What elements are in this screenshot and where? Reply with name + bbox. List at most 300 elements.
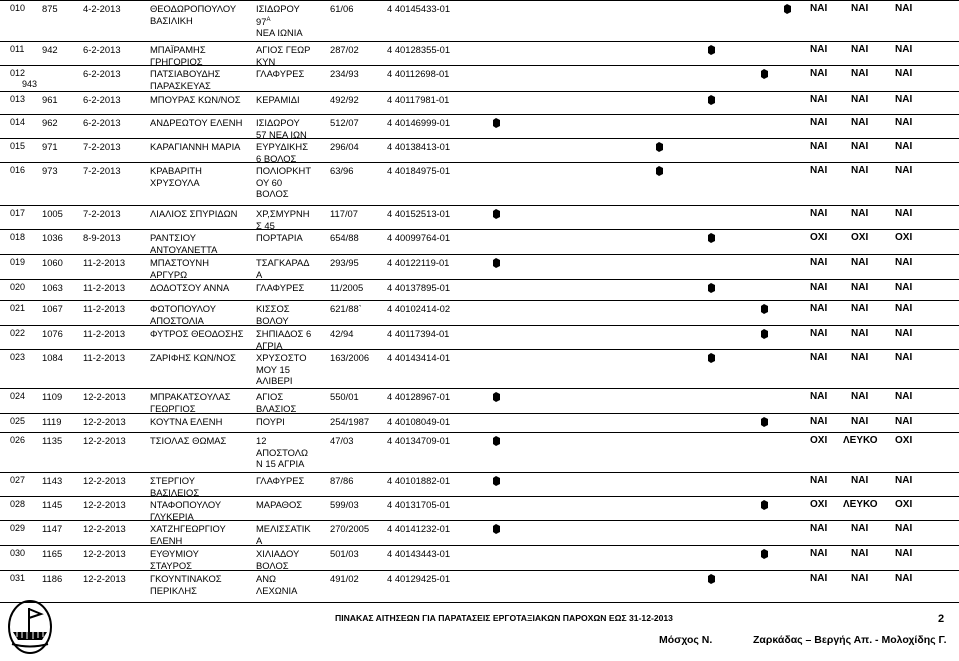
supply-number: 4 40128967-01 bbox=[387, 391, 451, 402]
supply-number: 4 40143443-01 bbox=[387, 548, 451, 559]
protocol-number: 1060 bbox=[42, 257, 63, 268]
address-text: ΠΟΛΙΟΡΚΗΤ bbox=[256, 165, 312, 176]
applicant-name-line: ΘΕΟΔΩΡΟΠΟΥΛΟΥ bbox=[150, 3, 237, 14]
bullet-marker-icon bbox=[760, 417, 769, 427]
address-text: ΓΛΑΦΥΡΕΣ bbox=[256, 475, 305, 486]
applicant-name bbox=[150, 328, 243, 340]
vote-1: ΟΧΙ bbox=[810, 435, 828, 446]
address-text: ΙΣΙΔΩΡΟΥ bbox=[256, 117, 300, 128]
row-number: 028 bbox=[10, 499, 26, 509]
address-line bbox=[256, 3, 303, 15]
meter-number: 163/2006 bbox=[330, 352, 370, 363]
vote-3: ΝΑΙ bbox=[895, 523, 913, 534]
vote-2: ΝΑΙ bbox=[851, 548, 869, 559]
table-row bbox=[0, 545, 959, 570]
applicant-name-line: ΛΙΑΛΙΟΣ ΣΠΥΡΙΔΩΝ bbox=[150, 208, 238, 219]
bullet-marker-icon bbox=[492, 476, 501, 486]
address-line bbox=[256, 447, 308, 459]
meter-number: 270/2005 bbox=[330, 523, 370, 534]
address-text: ΒΟΛΟΣ bbox=[256, 188, 289, 200]
applicant-name-line: ΝΤΑΦΟΠΟΥΛΟΥ bbox=[150, 499, 222, 510]
address-text: ΒΟΛΟΣ bbox=[256, 559, 289, 571]
address-line bbox=[256, 257, 310, 269]
protocol-number: 1119 bbox=[42, 416, 62, 427]
address-line bbox=[256, 117, 307, 129]
vote-1: ΝΑΙ bbox=[810, 573, 828, 584]
vote-2: ΝΑΙ bbox=[851, 141, 869, 152]
address-text: ΑΓΙΟΣ bbox=[256, 391, 284, 402]
address-line bbox=[256, 458, 308, 470]
vote-3: ΝΑΙ bbox=[895, 416, 913, 427]
meter-number: 599/03 bbox=[330, 499, 359, 510]
applicant-name-line: ΓΡΗΓΟΡΙΟΣ bbox=[150, 55, 203, 67]
address-text: Α bbox=[256, 268, 263, 280]
vote-1: ΝΑΙ bbox=[810, 68, 828, 79]
address bbox=[256, 44, 310, 67]
meter-number: 87/86 bbox=[330, 475, 354, 486]
vote-2: ΟΧΙ bbox=[851, 232, 869, 243]
address-text: ΒΟΛΟΥ bbox=[256, 314, 289, 326]
address-text: ΠΟΡΤΑΡΙΑ bbox=[256, 232, 303, 243]
table-row bbox=[0, 0, 959, 41]
address-line bbox=[256, 188, 311, 200]
bullet-marker-icon bbox=[492, 258, 501, 268]
vote-2: ΝΑΙ bbox=[851, 94, 869, 105]
supply-number: 4 40131705-01 bbox=[387, 499, 451, 510]
applicant-name bbox=[150, 94, 241, 106]
application-date: 7-2-2013 bbox=[83, 208, 121, 219]
vote-3: ΝΑΙ bbox=[895, 3, 913, 14]
application-date: 12-2-2013 bbox=[83, 548, 126, 559]
application-date: 12-2-2013 bbox=[83, 523, 126, 534]
vote-1: ΟΧΙ bbox=[810, 499, 828, 510]
vote-3: ΝΑΙ bbox=[895, 68, 913, 79]
bullet-marker-icon bbox=[492, 392, 501, 402]
application-date: 11-2-2013 bbox=[83, 303, 126, 314]
meter-number: 492/92 bbox=[330, 94, 359, 105]
applicant-name-line: ΜΠΑΣΤΟΥΝΗ bbox=[150, 257, 209, 268]
vote-2: ΝΑΙ bbox=[851, 282, 869, 293]
address-line bbox=[256, 523, 311, 535]
meter-number: 254/1987 bbox=[330, 416, 370, 427]
address bbox=[256, 573, 297, 596]
applicant-name bbox=[150, 282, 229, 294]
protocol-number: 1145 bbox=[42, 499, 63, 510]
address bbox=[256, 94, 300, 106]
address-text: ΧΡ,ΣΜΥΡΝΗ bbox=[256, 208, 310, 219]
applicant-name bbox=[150, 208, 237, 220]
vote-1: ΝΑΙ bbox=[810, 94, 828, 105]
bullet-marker-icon bbox=[707, 45, 716, 55]
address bbox=[256, 165, 311, 200]
address-line bbox=[256, 232, 303, 244]
vote-2: ΛΕΥΚΟ bbox=[843, 435, 878, 446]
applicant-name-line: ΠΑΤΣΙΑΒΟΥΔΗΣ bbox=[150, 68, 221, 79]
vote-2: ΝΑΙ bbox=[851, 391, 869, 402]
row-number: 026 bbox=[10, 435, 26, 445]
applicant-name-line: ΑΡΓΥΡΩ bbox=[150, 268, 188, 280]
address-line bbox=[256, 475, 304, 487]
page-number: 2 bbox=[938, 613, 945, 625]
row-number: 014 bbox=[10, 117, 26, 127]
table-row bbox=[0, 432, 959, 472]
row-number: 016 bbox=[10, 165, 26, 175]
address-text: ΒΛΑΣΙΟΣ bbox=[256, 402, 297, 414]
address-line bbox=[256, 585, 297, 597]
address-line bbox=[256, 68, 304, 80]
meter-number: 293/95 bbox=[330, 257, 359, 268]
address-text: 6 ΒΟΛΟΣ bbox=[256, 152, 297, 164]
meter-number: 234/93 bbox=[330, 68, 359, 79]
application-date: 11-2-2013 bbox=[83, 282, 126, 293]
address bbox=[256, 68, 304, 80]
address bbox=[256, 475, 304, 487]
address-text: Α bbox=[256, 534, 263, 546]
bullet-marker-icon bbox=[492, 209, 501, 219]
applicant-name-line: ΧΡΥΣΟΥΛΑ bbox=[150, 176, 200, 188]
address-superscript: Α bbox=[266, 16, 271, 23]
supply-number: 4 40145433-01 bbox=[387, 3, 451, 14]
signer-name-1: Μόσχος Ν. bbox=[659, 634, 713, 646]
address-text: ΚΥΝ bbox=[256, 55, 276, 67]
address-text: 97 bbox=[256, 15, 267, 27]
vote-2: ΝΑΙ bbox=[851, 68, 869, 79]
application-date: 12-2-2013 bbox=[83, 573, 126, 584]
vote-1: ΝΑΙ bbox=[810, 44, 828, 55]
application-date: 7-2-2013 bbox=[83, 165, 121, 176]
protocol-number: 1135 bbox=[42, 435, 63, 446]
meter-number: 654/88 bbox=[330, 232, 359, 243]
applicant-name-line: ΤΣΙΟΛΑΣ ΘΩΜΑΣ bbox=[150, 435, 227, 446]
protocol-number: 961 bbox=[42, 94, 58, 105]
vote-1: ΝΑΙ bbox=[810, 391, 828, 402]
table-row bbox=[0, 279, 959, 299]
address-line bbox=[256, 352, 307, 364]
vote-2: ΝΑΙ bbox=[851, 165, 869, 176]
vote-2: ΝΑΙ bbox=[851, 208, 869, 219]
meter-number: 11/2005 bbox=[330, 282, 364, 293]
protocol-number: 942 bbox=[42, 44, 58, 55]
table-row bbox=[0, 41, 959, 65]
vote-3: ΝΑΙ bbox=[895, 117, 913, 128]
applicant-name bbox=[150, 475, 199, 498]
address-text: ΛΕΧΩΝΙΑ bbox=[256, 584, 298, 596]
address-text: ΧΙΛΙΑΔΟΥ bbox=[256, 548, 300, 559]
vote-1: ΝΑΙ bbox=[810, 548, 828, 559]
applicant-name-line: ΜΠΡΑΚΑΤΣΟΥΛΑΣ bbox=[150, 391, 231, 402]
supply-number: 4 40129425-01 bbox=[387, 573, 451, 584]
applicant-name-line: ΦΩΤΟΠΟΥΛΟΥ bbox=[150, 303, 216, 314]
meter-number: 491/02 bbox=[330, 573, 359, 584]
address-text: ΓΛΑΦΥΡΕΣ bbox=[256, 68, 305, 79]
applicant-name-line: ΓΛΥΚΕΡΙΑ bbox=[150, 510, 194, 522]
vote-3: ΝΑΙ bbox=[895, 282, 913, 293]
application-date: 4-2-2013 bbox=[83, 3, 121, 14]
vote-1: ΝΑΙ bbox=[810, 523, 828, 534]
address-line bbox=[256, 177, 311, 189]
address bbox=[256, 435, 308, 470]
table-row bbox=[0, 520, 959, 545]
table-row bbox=[0, 413, 959, 431]
vote-3: ΝΑΙ bbox=[895, 328, 913, 339]
vote-2: ΝΑΙ bbox=[851, 523, 869, 534]
applicant-name bbox=[150, 548, 199, 571]
address-line bbox=[256, 141, 308, 153]
table-caption: ΠΙΝΑΚΑΣ ΑΙΤΗΣΕΩΝ ΓΙΑ ΠΑΡΑΤΑΣΕΙΣ ΕΡΓΟΤΑΞΙΑΚΩΝ ΠΑΡΟΧΩΝ ΕΩΣ 31-12-2013 bbox=[335, 613, 673, 623]
applicant-name-line: ΚΟΥΤΝΑ ΕΛΕΝΗ bbox=[150, 416, 223, 427]
vote-1: ΝΑΙ bbox=[810, 282, 828, 293]
address bbox=[256, 257, 310, 280]
table-row bbox=[0, 205, 959, 229]
address-text: ΑΝΩ bbox=[256, 573, 277, 584]
application-date: 11-2-2013 bbox=[83, 328, 126, 339]
address-line bbox=[256, 94, 300, 106]
table-row bbox=[0, 162, 959, 205]
application-date: 8-9-2013 bbox=[83, 232, 121, 243]
vote-2: ΛΕΥΚΟ bbox=[843, 499, 878, 510]
bullet-marker-icon bbox=[707, 233, 716, 243]
address-text: Ν 15 ΑΓΡΙΑ bbox=[256, 458, 305, 470]
bullet-marker-icon bbox=[655, 142, 664, 152]
protocol-number: 1063 bbox=[42, 282, 63, 293]
bullet-marker-icon bbox=[760, 69, 769, 79]
address-line bbox=[256, 282, 304, 294]
protocol-number: 1143 bbox=[42, 475, 63, 486]
vote-3: ΟΧΙ bbox=[895, 499, 913, 510]
application-date: 6-2-2013 bbox=[83, 117, 121, 128]
applicant-name-line: ΑΝΔΡΕΩΤΟΥ ΕΛΕΝΗ bbox=[150, 117, 243, 128]
address bbox=[256, 391, 296, 414]
applicant-name-line: ΕΛΕΝΗ bbox=[150, 534, 183, 546]
applicant-name-line: ΒΑΣΙΛΙΚΗ bbox=[150, 14, 193, 26]
meter-number: 512/07 bbox=[330, 117, 359, 128]
logo-ship-icon bbox=[8, 596, 52, 654]
row-number: 031 bbox=[10, 573, 26, 583]
supply-number: 4 40117394-01 bbox=[387, 328, 450, 339]
address bbox=[256, 208, 310, 231]
bullet-marker-icon bbox=[760, 304, 769, 314]
address-text: ΕΥΡΥΔΙΚΗΣ bbox=[256, 141, 309, 152]
vote-2: ΝΑΙ bbox=[851, 117, 869, 128]
row-number: 025 bbox=[10, 416, 26, 426]
row-number: 017 bbox=[10, 208, 26, 218]
supply-number: 4 40112698-01 bbox=[387, 68, 450, 79]
protocol-number: 1005 bbox=[42, 208, 63, 219]
protocol-number: 1076 bbox=[42, 328, 63, 339]
supply-number: 4 40152513-01 bbox=[387, 208, 451, 219]
applicant-name-line: ΜΠΑΪΡΑΜΗΣ bbox=[150, 44, 206, 55]
row-number: 029 bbox=[10, 523, 26, 533]
vote-1: ΝΑΙ bbox=[810, 165, 828, 176]
supply-number: 4 40141232-01 bbox=[387, 523, 451, 534]
protocol-number: 971 bbox=[42, 141, 58, 152]
table-row bbox=[0, 325, 959, 349]
vote-2: ΝΑΙ bbox=[851, 475, 869, 486]
address-text: ΓΛΑΦΥΡΕΣ bbox=[256, 282, 305, 293]
bullet-marker-icon bbox=[707, 283, 716, 293]
applicant-name bbox=[150, 573, 222, 596]
applicant-name bbox=[150, 499, 221, 522]
table-row bbox=[0, 254, 959, 279]
vote-3: ΟΧΙ bbox=[895, 435, 913, 446]
address-line bbox=[256, 165, 311, 177]
table-row bbox=[0, 349, 959, 388]
meter-number: 550/01 bbox=[330, 391, 359, 402]
application-date: 11-2-2013 bbox=[83, 257, 126, 268]
applicant-name-line: ΒΑΣΙΛΕΙΟΣ bbox=[150, 486, 200, 498]
address-line bbox=[256, 499, 302, 511]
applicant-name-line: ΓΚΟΥΝΤΙΝΑΚΟΣ bbox=[150, 573, 222, 584]
vote-3: ΝΑΙ bbox=[895, 573, 913, 584]
vote-1: ΝΑΙ bbox=[810, 352, 828, 363]
bullet-marker-icon bbox=[760, 500, 769, 510]
address-text: ΑΓΙΟΣ ΓΕΩΡ bbox=[256, 44, 311, 55]
address-line bbox=[256, 15, 303, 28]
address-text: ΟΥ 60 bbox=[256, 176, 283, 188]
row-number: 013 bbox=[10, 94, 26, 104]
application-date: 12-2-2013 bbox=[83, 391, 126, 402]
address-line bbox=[256, 375, 307, 387]
vote-3: ΝΑΙ bbox=[895, 44, 913, 55]
applicant-name bbox=[150, 391, 231, 414]
row-number: 018 bbox=[10, 232, 26, 242]
protocol-number: 973 bbox=[42, 165, 58, 176]
vote-1: ΝΑΙ bbox=[810, 303, 828, 314]
applicant-name bbox=[150, 435, 226, 447]
applicant-name bbox=[150, 117, 242, 129]
applicant-name bbox=[150, 232, 217, 255]
row-number: 015 bbox=[10, 141, 26, 151]
protocol-number: 875 bbox=[42, 3, 58, 14]
address-line bbox=[256, 416, 285, 428]
address-line bbox=[256, 328, 311, 340]
address bbox=[256, 548, 299, 571]
supply-number: 4 40108049-01 bbox=[387, 416, 451, 427]
address-text: ΜΑΡΑΘΟΣ bbox=[256, 499, 303, 510]
bullet-marker-icon bbox=[707, 574, 716, 584]
meter-number: 621/88` bbox=[330, 303, 362, 314]
supply-number: 4 40099764-01 bbox=[387, 232, 451, 243]
vote-1: ΝΑΙ bbox=[810, 257, 828, 268]
address bbox=[256, 523, 311, 546]
address-text: ΧΡΥΣΟΣΤΟ bbox=[256, 352, 307, 363]
vote-2: ΝΑΙ bbox=[851, 44, 869, 55]
meter-number: 117/07 bbox=[330, 208, 358, 219]
supply-number: 4 40102414-02 bbox=[387, 303, 451, 314]
vote-1: ΝΑΙ bbox=[810, 416, 828, 427]
vote-3: ΝΑΙ bbox=[895, 208, 913, 219]
vote-3: ΝΑΙ bbox=[895, 257, 913, 268]
applicant-name-line: ΧΑΤΖΗΓΕΩΡΓΙΟΥ bbox=[150, 523, 226, 534]
vote-3: ΝΑΙ bbox=[895, 165, 913, 176]
row-number: 010 bbox=[10, 3, 26, 13]
applicant-name bbox=[150, 3, 236, 26]
table-row bbox=[0, 229, 959, 254]
vote-2: ΝΑΙ bbox=[851, 352, 869, 363]
vote-2: ΝΑΙ bbox=[851, 573, 869, 584]
row-number: 011 bbox=[10, 44, 25, 54]
address-line bbox=[256, 208, 310, 220]
vote-3: ΟΧΙ bbox=[895, 232, 913, 243]
supply-number: 4 40128355-01 bbox=[387, 44, 451, 55]
table-row bbox=[0, 388, 959, 413]
table-row bbox=[0, 472, 959, 496]
meter-number: 296/04 bbox=[330, 141, 359, 152]
applicant-name-line: ΡΑΝΤΣΙΟΥ bbox=[150, 232, 196, 243]
applicant-name-line: ΑΝΤΟΥΑΝΕΤΤΑ bbox=[150, 243, 218, 255]
applicant-name bbox=[150, 416, 222, 428]
applicant-name-line: ΓΕΩΡΓΙΟΣ bbox=[150, 402, 196, 414]
vote-3: ΝΑΙ bbox=[895, 141, 913, 152]
vote-3: ΝΑΙ bbox=[895, 548, 913, 559]
row-number: 024 bbox=[10, 391, 26, 401]
applicant-name-line: ΔΟΔΟΤΣΟΥ ΑΝΝΑ bbox=[150, 282, 230, 293]
address-text: 12 bbox=[256, 435, 267, 446]
row-number: 020 bbox=[10, 282, 26, 292]
address-line bbox=[256, 27, 303, 39]
bullet-marker-icon bbox=[760, 329, 769, 339]
applicant-name bbox=[150, 141, 240, 153]
supply-number: 4 40143414-01 bbox=[387, 352, 451, 363]
applicant-name bbox=[150, 352, 236, 364]
meter-number: 42/94 bbox=[330, 328, 354, 339]
address-text: ΑΠΟΣΤΟΛΩ bbox=[256, 446, 309, 458]
vote-3: ΝΑΙ bbox=[895, 303, 913, 314]
applicant-name-line: ΣΤΑΥΡΟΣ bbox=[150, 559, 192, 571]
supply-number: 4 40122119-01 bbox=[387, 257, 450, 268]
vote-2: ΝΑΙ bbox=[851, 3, 869, 14]
address-line bbox=[256, 364, 307, 376]
applicant-name bbox=[150, 44, 206, 67]
applicant-name-line: ΣΤΕΡΓΙΟΥ bbox=[150, 475, 196, 486]
address-text: ΚΙΣΣΟΣ bbox=[256, 303, 290, 314]
application-date: 6-2-2013 bbox=[83, 44, 121, 55]
vote-3: ΝΑΙ bbox=[895, 391, 913, 402]
table-row bbox=[0, 138, 959, 162]
address bbox=[256, 117, 307, 140]
meter-number: 501/03 bbox=[330, 548, 359, 559]
address-line bbox=[256, 44, 310, 56]
address-text: ΝΕΑ ΙΩΝΙΑ bbox=[256, 27, 303, 39]
row-number: 023 bbox=[10, 352, 26, 362]
protocol-number: 1147 bbox=[42, 523, 63, 534]
protocol-number: 1067 bbox=[42, 303, 63, 314]
row-number: 022 bbox=[10, 328, 26, 338]
applicant-name-line: ΜΠΟΥΡΑΣ ΚΩΝ/ΝΟΣ bbox=[150, 94, 241, 105]
vote-2: ΝΑΙ bbox=[851, 257, 869, 268]
applicant-name bbox=[150, 523, 226, 546]
bullet-marker-icon bbox=[492, 524, 501, 534]
address-text: ΜΟΥ 15 bbox=[256, 363, 290, 375]
meter-number: 63/96 bbox=[330, 165, 354, 176]
address bbox=[256, 416, 285, 428]
address-text: ΑΓΡΙΑ bbox=[256, 339, 283, 351]
vote-1: ΝΑΙ bbox=[810, 141, 828, 152]
meter-number: 287/02 bbox=[330, 44, 359, 55]
protocol-number: 1109 bbox=[42, 391, 63, 402]
applicant-name-line: ΕΥΘΥΜΙΟΥ bbox=[150, 548, 199, 559]
applicant-name bbox=[150, 68, 220, 91]
address bbox=[256, 352, 307, 387]
applicant-name-line: ΚΡΑΒΑΡΙΤΗ bbox=[150, 165, 202, 176]
applicant-name-line: ΦΥΤΡΟΣ ΘΕΟΔΟΣΗΣ bbox=[150, 328, 244, 339]
table-row bbox=[0, 91, 959, 112]
meter-number: 61/06 bbox=[330, 3, 354, 14]
address bbox=[256, 232, 303, 244]
row-number: 019 bbox=[10, 257, 26, 267]
table-row bbox=[0, 65, 959, 91]
application-date: 7-2-2013 bbox=[83, 141, 121, 152]
